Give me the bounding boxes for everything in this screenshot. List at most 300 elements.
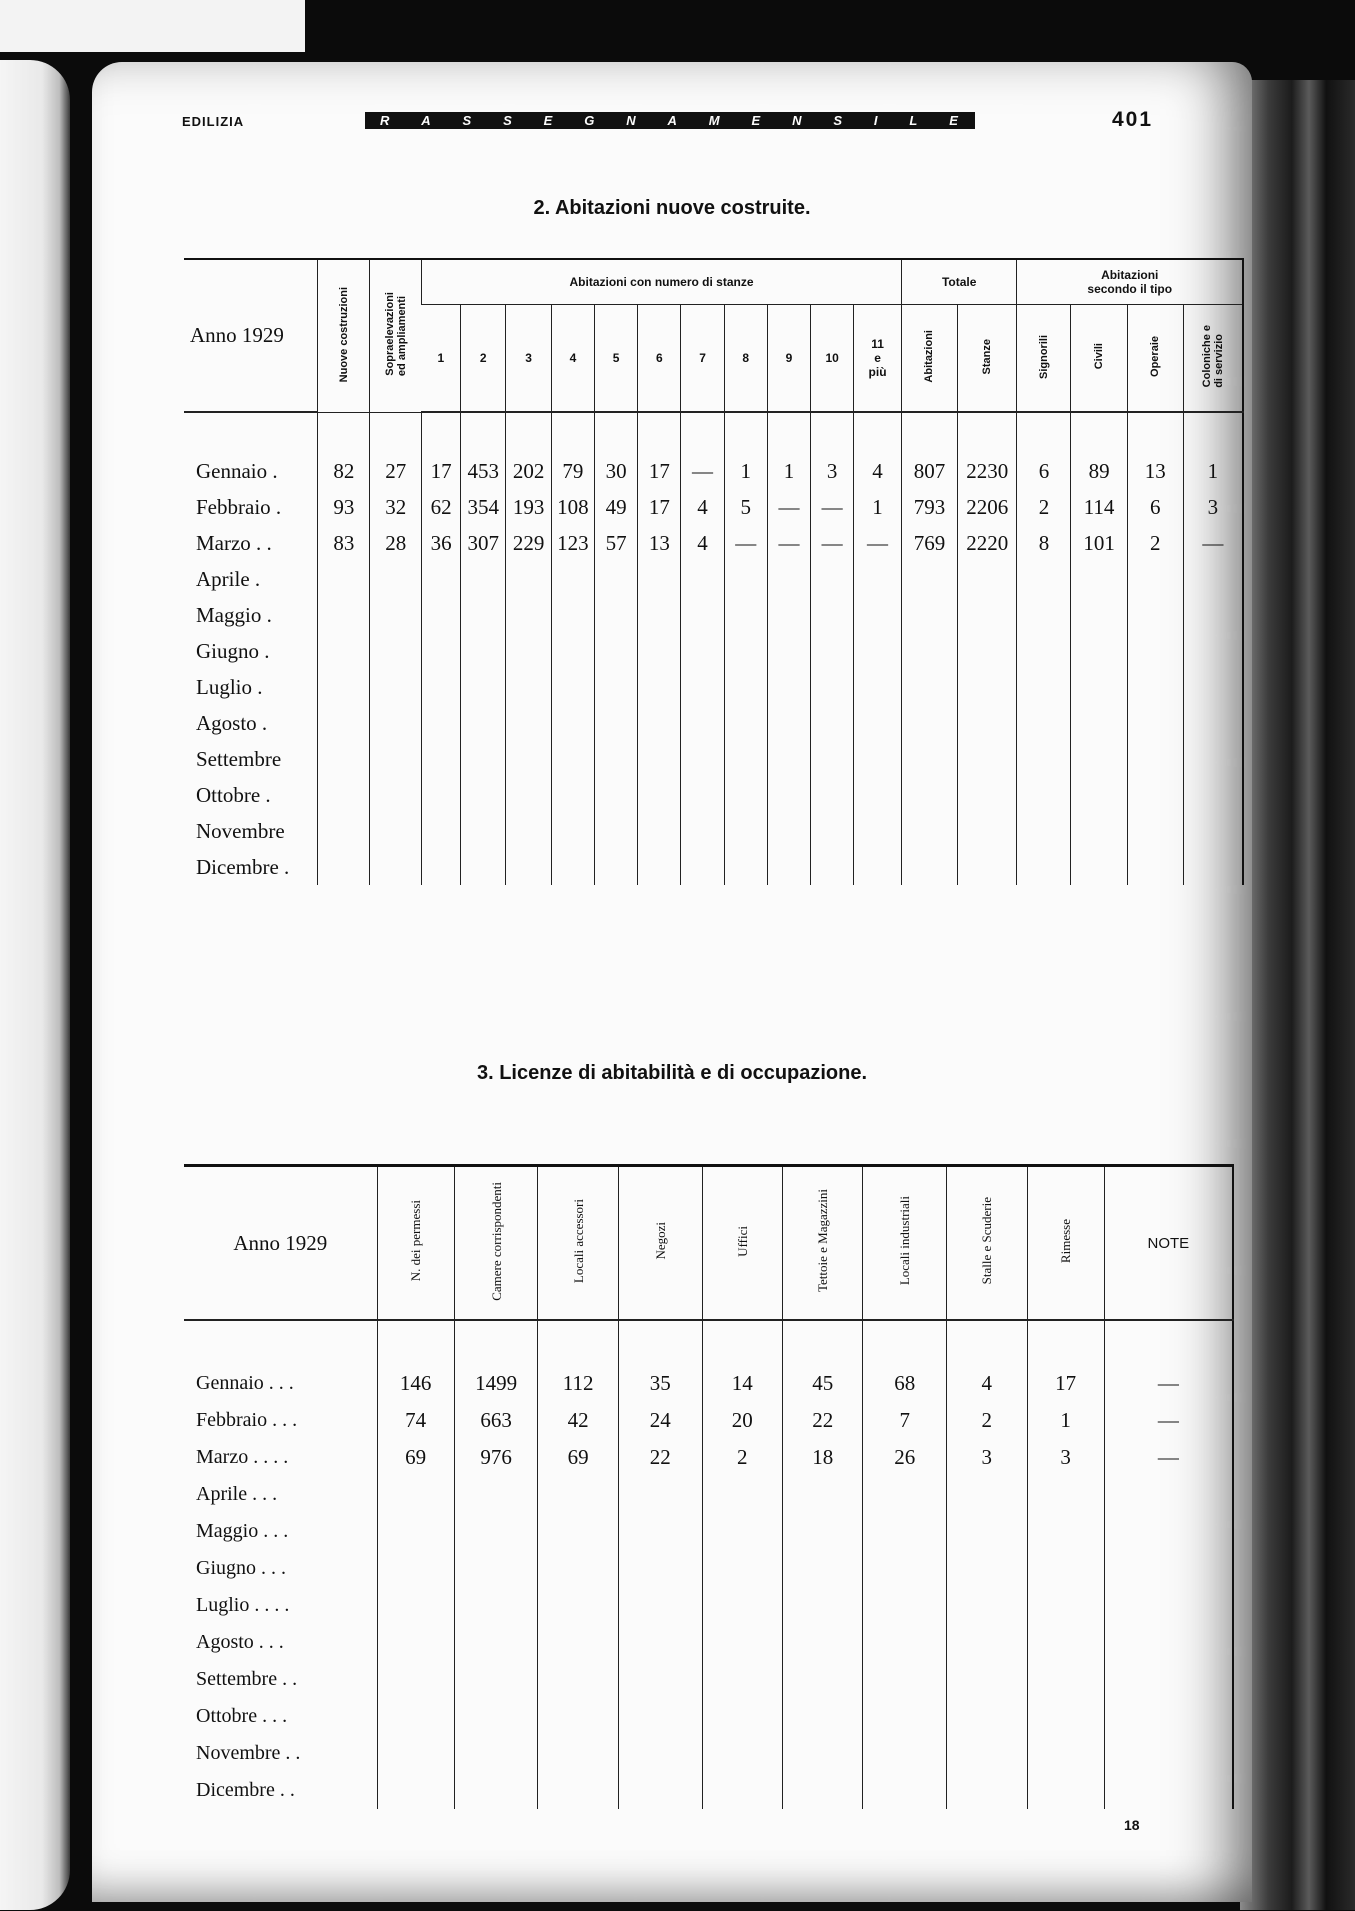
data-cell xyxy=(958,813,1017,849)
banner-letter: S xyxy=(833,113,845,128)
data-cell xyxy=(318,705,370,741)
data-cell xyxy=(638,849,681,885)
data-cell xyxy=(767,705,810,741)
col-licenze-5 xyxy=(782,1166,862,1321)
data-cell: 24 xyxy=(618,1402,702,1439)
data-cell xyxy=(1017,669,1071,705)
data-cell xyxy=(958,849,1017,885)
data-cell xyxy=(947,1550,1027,1587)
table-row xyxy=(184,705,1243,741)
data-cell xyxy=(1071,741,1127,777)
data-cell: — xyxy=(724,525,767,561)
data-cell xyxy=(901,849,957,885)
data-cell xyxy=(958,741,1017,777)
data-cell: 2 xyxy=(1017,489,1071,525)
col-stanze-5: 5 xyxy=(595,305,638,413)
data-cell xyxy=(618,1476,702,1513)
month-cell: Giugno . . . xyxy=(196,1557,286,1579)
data-cell xyxy=(702,1698,782,1735)
table-row xyxy=(184,1587,1233,1624)
data-cell xyxy=(854,669,902,705)
col-licenze-label: Tettoie e Magazzini xyxy=(815,1189,831,1293)
spacer-cell xyxy=(370,412,422,453)
table-row xyxy=(184,1550,1233,1587)
data-cell: 3 xyxy=(947,1439,1027,1476)
spacer-cell xyxy=(538,1320,618,1365)
data-cell: 6 xyxy=(1017,453,1071,489)
data-cell: 2220 xyxy=(958,525,1017,561)
month-cell: Novembre . . xyxy=(196,1742,301,1764)
data-cell xyxy=(901,741,957,777)
page-number: 401 xyxy=(1112,108,1154,131)
data-cell xyxy=(551,849,594,885)
data-cell xyxy=(724,849,767,885)
data-cell xyxy=(538,1624,618,1661)
data-cell xyxy=(1183,777,1243,813)
data-cell xyxy=(1104,1550,1233,1587)
data-cell xyxy=(377,1772,454,1809)
data-cell xyxy=(854,777,902,813)
spacer-cell xyxy=(782,1320,862,1365)
data-cell xyxy=(454,1513,538,1550)
data-cell xyxy=(461,669,506,705)
data-cell: 74 xyxy=(377,1402,454,1439)
banner-letter: M xyxy=(708,113,722,128)
banner-letter: N xyxy=(626,113,638,128)
data-cell: — xyxy=(767,489,810,525)
data-cell xyxy=(370,597,422,633)
data-cell xyxy=(318,741,370,777)
data-cell xyxy=(1127,813,1183,849)
data-cell: 2230 xyxy=(958,453,1017,489)
data-cell xyxy=(767,597,810,633)
data-cell xyxy=(1127,705,1183,741)
group-tipo-line2: secondo il tipo xyxy=(1087,282,1173,296)
col-licenze-4 xyxy=(702,1166,782,1321)
data-cell: 7 xyxy=(863,1402,947,1439)
data-cell xyxy=(782,1513,862,1550)
data-cell xyxy=(318,849,370,885)
data-cell: 4 xyxy=(947,1365,1027,1402)
col-tipo-label: Operaie xyxy=(1149,336,1162,377)
month-cell: Settembre xyxy=(196,746,282,771)
banner-letter: E xyxy=(949,113,960,128)
data-cell xyxy=(863,1476,947,1513)
data-cell xyxy=(595,597,638,633)
col-tipo-label: Signorili xyxy=(1037,334,1050,379)
col-stanze-11-e-piu xyxy=(854,305,902,413)
data-cell xyxy=(767,633,810,669)
data-cell: 453 xyxy=(461,453,506,489)
data-cell xyxy=(782,1587,862,1624)
col-licenze-label: Camere corrispondenti xyxy=(488,1181,504,1301)
data-cell: 6 xyxy=(1127,489,1183,525)
data-cell xyxy=(1017,777,1071,813)
data-cell xyxy=(595,633,638,669)
data-cell: 2 xyxy=(947,1402,1027,1439)
data-cell: 101 xyxy=(1071,525,1127,561)
banner-letter: R xyxy=(379,113,392,128)
data-cell: 3 xyxy=(811,453,854,489)
data-cell xyxy=(947,1587,1027,1624)
col-sopra-label-2: ed ampliamenti xyxy=(395,296,408,377)
data-cell xyxy=(377,1624,454,1661)
data-cell xyxy=(901,633,957,669)
data-cell xyxy=(551,597,594,633)
table-licenze xyxy=(184,1164,1234,1809)
data-cell: 42 xyxy=(538,1402,618,1439)
col-stanze-7: 7 xyxy=(681,305,724,413)
month-cell: Agosto . . . xyxy=(196,1631,284,1653)
data-cell xyxy=(638,813,681,849)
spacer-cell xyxy=(318,412,370,453)
spacer-cell xyxy=(506,412,551,453)
data-cell xyxy=(863,1624,947,1661)
data-cell xyxy=(1183,597,1243,633)
col-tipo-1 xyxy=(1071,305,1127,413)
data-cell xyxy=(1027,1698,1104,1735)
data-cell xyxy=(947,1513,1027,1550)
spacer-row xyxy=(184,1320,1233,1365)
data-cell: — xyxy=(681,453,724,489)
data-cell: 22 xyxy=(618,1439,702,1476)
data-cell: 69 xyxy=(538,1439,618,1476)
data-cell xyxy=(947,1698,1027,1735)
data-cell xyxy=(1104,1735,1233,1772)
data-cell xyxy=(702,1476,782,1513)
spacer-cell xyxy=(958,412,1017,453)
data-cell: 57 xyxy=(595,525,638,561)
col-nuove-costruzioni xyxy=(318,259,370,412)
data-cell xyxy=(461,741,506,777)
data-cell xyxy=(618,1661,702,1698)
data-cell xyxy=(901,597,957,633)
data-cell xyxy=(1017,849,1071,885)
data-cell xyxy=(782,1698,862,1735)
data-cell xyxy=(901,813,957,849)
table-row xyxy=(184,1661,1233,1698)
spacer-cell xyxy=(863,1320,947,1365)
spacer-cell xyxy=(638,412,681,453)
data-cell: 49 xyxy=(595,489,638,525)
data-cell: 45 xyxy=(782,1365,862,1402)
data-cell: 20 xyxy=(702,1402,782,1439)
data-cell xyxy=(551,669,594,705)
data-cell xyxy=(318,777,370,813)
table-row xyxy=(184,525,1243,561)
spacer-cell xyxy=(454,1320,538,1365)
data-cell xyxy=(538,1550,618,1587)
data-cell xyxy=(538,1772,618,1809)
data-cell xyxy=(958,705,1017,741)
data-cell xyxy=(811,741,854,777)
data-cell xyxy=(1071,777,1127,813)
data-cell xyxy=(422,777,461,813)
col-stanze-11-line: e xyxy=(874,351,881,365)
data-cell: 36 xyxy=(422,525,461,561)
spacer-cell xyxy=(1071,412,1127,453)
data-cell: 2 xyxy=(1127,525,1183,561)
table-row xyxy=(184,453,1243,489)
data-cell xyxy=(1027,1550,1104,1587)
data-cell: 108 xyxy=(551,489,594,525)
data-cell xyxy=(551,705,594,741)
table-row xyxy=(184,597,1243,633)
data-cell xyxy=(422,705,461,741)
data-cell xyxy=(958,561,1017,597)
data-cell xyxy=(618,1587,702,1624)
data-cell: 26 xyxy=(863,1439,947,1476)
spacer-cell xyxy=(595,412,638,453)
banner-bar xyxy=(365,112,975,129)
data-cell xyxy=(724,813,767,849)
year-header: Anno 1929 xyxy=(184,259,318,412)
data-cell xyxy=(1017,813,1071,849)
data-cell: 1 xyxy=(1183,453,1243,489)
data-cell xyxy=(370,561,422,597)
table1-title: 2. Abitazioni nuove costruite. xyxy=(533,197,811,219)
spacer-cell xyxy=(184,1320,377,1365)
table-row xyxy=(184,489,1243,525)
data-cell xyxy=(454,1698,538,1735)
col-tipo-coloniche-label: Coloniche e xyxy=(1200,325,1213,388)
data-cell: 82 xyxy=(318,453,370,489)
col-licenze-label: Negozi xyxy=(652,1222,668,1260)
col-stanze-4: 4 xyxy=(551,305,594,413)
table-row xyxy=(184,777,1243,813)
data-cell xyxy=(1027,1513,1104,1550)
data-cell xyxy=(461,561,506,597)
data-cell xyxy=(702,1513,782,1550)
data-cell xyxy=(958,633,1017,669)
data-cell xyxy=(422,849,461,885)
data-cell xyxy=(422,741,461,777)
data-cell xyxy=(1071,705,1127,741)
data-cell xyxy=(506,669,551,705)
data-cell xyxy=(1017,597,1071,633)
data-cell xyxy=(811,669,854,705)
data-cell: 79 xyxy=(551,453,594,489)
spacer-cell xyxy=(1027,1320,1104,1365)
data-cell xyxy=(811,597,854,633)
data-cell xyxy=(422,813,461,849)
data-cell xyxy=(454,1772,538,1809)
data-cell xyxy=(422,561,461,597)
col-totale-0 xyxy=(901,305,957,413)
data-cell: 3 xyxy=(1027,1439,1104,1476)
data-cell xyxy=(454,1624,538,1661)
data-cell xyxy=(811,849,854,885)
data-cell xyxy=(811,633,854,669)
group-totale: Totale xyxy=(901,259,1017,305)
month-cell: Novembre xyxy=(196,818,285,843)
data-cell xyxy=(1127,561,1183,597)
data-cell xyxy=(318,633,370,669)
data-cell: 62 xyxy=(422,489,461,525)
data-cell: 89 xyxy=(1071,453,1127,489)
col-licenze-1 xyxy=(454,1166,538,1321)
col-tipo-label: Civili xyxy=(1093,343,1106,370)
data-cell xyxy=(767,777,810,813)
data-cell xyxy=(318,597,370,633)
month-cell: Settembre . . xyxy=(196,1668,298,1690)
data-cell xyxy=(1104,1772,1233,1809)
data-cell: 193 xyxy=(506,489,551,525)
data-cell xyxy=(638,633,681,669)
col-licenze-0 xyxy=(377,1166,454,1321)
col-sopra-label-1: Sopraelevazioni xyxy=(383,292,396,377)
col-sopraelevazioni xyxy=(370,259,422,412)
spacer-cell xyxy=(947,1320,1027,1365)
data-cell xyxy=(595,777,638,813)
table2-title: 3. Licenze di abitabilità e di occupazione. xyxy=(476,1062,868,1084)
data-cell xyxy=(370,741,422,777)
month-cell: Maggio . xyxy=(196,602,272,627)
col-tipo-2 xyxy=(1127,305,1183,413)
col-stanze-2: 2 xyxy=(461,305,506,413)
data-cell xyxy=(538,1661,618,1698)
col-nuove-label: Nuove costruzioni xyxy=(337,286,350,382)
spacer-cell xyxy=(811,412,854,453)
data-cell xyxy=(638,705,681,741)
data-cell xyxy=(377,1661,454,1698)
data-cell xyxy=(863,1661,947,1698)
data-cell xyxy=(638,669,681,705)
data-cell: 807 xyxy=(901,453,957,489)
data-cell xyxy=(377,1587,454,1624)
data-cell xyxy=(724,705,767,741)
month-cell: Febbraio . . . xyxy=(196,1409,298,1431)
data-cell xyxy=(782,1772,862,1809)
col-licenze-7 xyxy=(947,1166,1027,1321)
data-cell xyxy=(454,1661,538,1698)
data-cell: 35 xyxy=(618,1365,702,1402)
data-cell xyxy=(506,633,551,669)
data-cell xyxy=(318,561,370,597)
month-cell: Aprile . . . xyxy=(196,1483,278,1505)
table-row xyxy=(184,1698,1233,1735)
data-cell xyxy=(461,705,506,741)
data-cell: — xyxy=(1104,1439,1233,1476)
data-cell xyxy=(454,1476,538,1513)
data-cell xyxy=(724,561,767,597)
data-cell xyxy=(702,1550,782,1587)
data-cell xyxy=(863,1772,947,1809)
banner-letter: I xyxy=(873,113,880,128)
spacer-row xyxy=(184,412,1243,453)
data-cell xyxy=(506,813,551,849)
group-tipo xyxy=(1017,259,1243,305)
data-cell: 13 xyxy=(1127,453,1183,489)
data-cell xyxy=(1127,633,1183,669)
data-cell xyxy=(538,1698,618,1735)
banner-letter: E xyxy=(543,113,555,128)
col-totale-label: Abitazioni xyxy=(923,330,936,383)
data-cell xyxy=(1127,849,1183,885)
data-cell xyxy=(377,1735,454,1772)
data-cell xyxy=(551,561,594,597)
data-cell: 22 xyxy=(782,1402,862,1439)
data-cell xyxy=(422,633,461,669)
data-cell xyxy=(811,777,854,813)
data-cell: 4 xyxy=(854,453,902,489)
data-cell: 30 xyxy=(595,453,638,489)
data-cell xyxy=(318,669,370,705)
data-cell xyxy=(506,777,551,813)
data-cell xyxy=(681,849,724,885)
data-cell xyxy=(863,1550,947,1587)
data-cell xyxy=(370,705,422,741)
data-cell xyxy=(901,561,957,597)
data-cell xyxy=(863,1698,947,1735)
col-licenze-3 xyxy=(618,1166,702,1321)
data-cell: 18 xyxy=(782,1439,862,1476)
spacer-cell xyxy=(702,1320,782,1365)
data-cell xyxy=(1017,741,1071,777)
col-stanze-9: 9 xyxy=(767,305,810,413)
table-abitazioni-nuove xyxy=(184,258,1244,885)
data-cell xyxy=(595,741,638,777)
data-cell xyxy=(767,561,810,597)
data-cell xyxy=(854,813,902,849)
data-cell xyxy=(377,1698,454,1735)
data-cell xyxy=(947,1772,1027,1809)
data-cell: 17 xyxy=(638,489,681,525)
data-cell xyxy=(767,813,810,849)
data-cell xyxy=(724,597,767,633)
col-tipo-0 xyxy=(1017,305,1071,413)
spacer-cell xyxy=(767,412,810,453)
data-cell: 8 xyxy=(1017,525,1071,561)
data-cell xyxy=(702,1661,782,1698)
data-cell xyxy=(618,1698,702,1735)
data-cell: 28 xyxy=(370,525,422,561)
data-cell xyxy=(538,1513,618,1550)
data-cell xyxy=(958,597,1017,633)
table-row xyxy=(184,1365,1233,1402)
data-cell: 32 xyxy=(370,489,422,525)
month-cell: Maggio . . . xyxy=(196,1520,289,1542)
spacer-cell xyxy=(461,412,506,453)
data-cell xyxy=(618,1513,702,1550)
data-cell xyxy=(811,561,854,597)
data-cell xyxy=(1027,1476,1104,1513)
data-cell xyxy=(1071,633,1127,669)
data-cell xyxy=(1104,1513,1233,1550)
data-cell xyxy=(782,1661,862,1698)
data-cell xyxy=(1104,1476,1233,1513)
spacer-cell xyxy=(854,412,902,453)
data-cell xyxy=(506,705,551,741)
data-cell xyxy=(863,1513,947,1550)
data-cell xyxy=(618,1735,702,1772)
data-cell xyxy=(681,633,724,669)
table-row xyxy=(184,1624,1233,1661)
data-cell xyxy=(551,741,594,777)
data-cell xyxy=(947,1476,1027,1513)
month-cell: Luglio . xyxy=(196,674,263,699)
data-cell xyxy=(1071,669,1127,705)
data-cell xyxy=(461,849,506,885)
col-licenze-6 xyxy=(863,1166,947,1321)
data-cell xyxy=(370,633,422,669)
data-cell: 14 xyxy=(702,1365,782,1402)
data-cell: — xyxy=(1183,525,1243,561)
signature-mark: 18 xyxy=(1124,1817,1140,1833)
banner-letter: A xyxy=(667,113,679,128)
data-cell: 112 xyxy=(538,1365,618,1402)
spacer-cell xyxy=(681,412,724,453)
